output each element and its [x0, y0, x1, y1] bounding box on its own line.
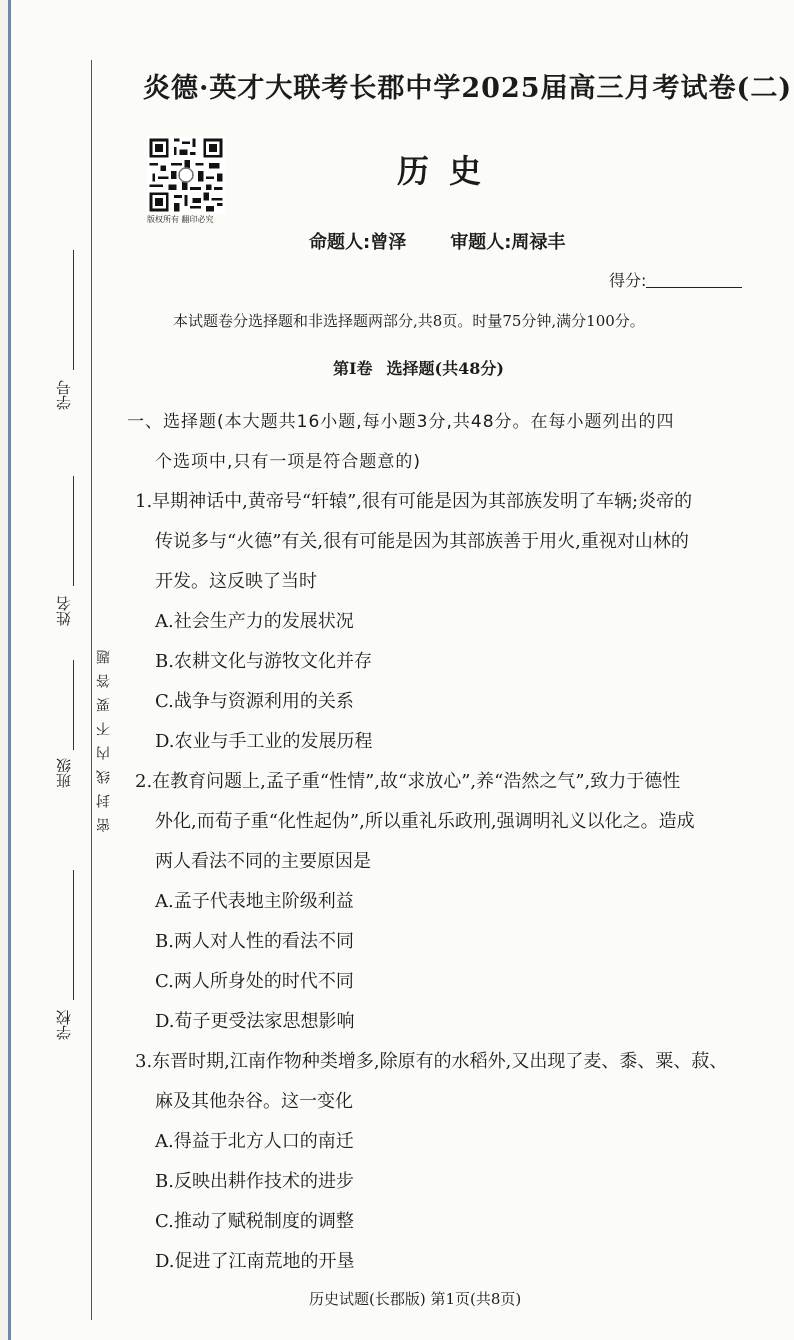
option-a[interactable]: A.社会生产力的发展状况: [155, 611, 354, 632]
author-name: 命题人:曾泽: [309, 232, 407, 253]
score-label: 得分:: [609, 271, 647, 290]
exam-intro: 本试题卷分选择题和非选择题两部分,共8页。时量75分钟,满分100分。: [173, 312, 645, 330]
instruction-line: 一、选择题(本大题共16小题,每小题3分,共48分。在每小题列出的四: [127, 412, 675, 432]
question-1: [127, 486, 777, 766]
question-stem-line: 3.东晋时期,江南作物种类增多,除原有的水稻外,又出现了麦、黍、粟、菽、: [135, 1051, 728, 1072]
question-3: [127, 1046, 777, 1286]
qr-caption: 版权所有 翻印必究: [147, 215, 214, 224]
question-stem-line: 外化,而荀子重“化性起伪”,所以重礼乐政刑,强调明礼义以化之。造成: [155, 811, 695, 832]
page-footer: 历史试题(长郡版) 第1页(共8页): [309, 1290, 522, 1308]
option-b[interactable]: B.两人对人性的看法不同: [155, 931, 354, 952]
class-field[interactable]: [73, 660, 74, 750]
question-stem-line: 传说多与“火德”有关,很有可能是因为其部族善于用火,重视对山林的: [155, 531, 689, 552]
question-stem-line: 两人看法不同的主要原因是: [155, 851, 371, 872]
student-id-label: 学号: [55, 380, 73, 410]
seal-notice: 密封线内不要答题: [96, 640, 112, 832]
option-d[interactable]: D.荀子更受法家思想影响: [155, 1011, 355, 1032]
seal-line: [91, 60, 92, 1320]
option-a[interactable]: A.得益于北方人口的南迁: [155, 1131, 354, 1152]
section-title: 选择题(共48分): [386, 359, 504, 378]
section-heading: [333, 356, 504, 379]
subject-title: 历史: [397, 152, 502, 190]
option-c[interactable]: C.战争与资源利用的关系: [155, 691, 354, 712]
option-c[interactable]: C.推动了赋税制度的调整: [155, 1211, 354, 1232]
school-label: 学校: [55, 1010, 73, 1040]
option-a[interactable]: A.孟子代表地主阶级利益: [155, 891, 354, 912]
option-d[interactable]: D.农业与手工业的发展历程: [155, 731, 373, 752]
student-id-field[interactable]: [73, 250, 74, 370]
class-label: 班级: [55, 758, 73, 788]
score-blank[interactable]: [646, 273, 742, 288]
question-stem-line: 开发。这反映了当时: [155, 571, 317, 592]
reviewer-name: 审题人:周禄丰: [450, 232, 566, 253]
question-stem-line: 2.在教育问题上,孟子重“性情”,故“求放心”,养“浩然之气”,致力于德性: [135, 771, 681, 792]
school-field[interactable]: [73, 870, 74, 1000]
question-stem-line: 1.早期神话中,黄帝号“轩辕”,很有可能是因为其部族发明了车辆;炎帝的: [135, 491, 693, 512]
instruction-line: 个选项中,只有一项是符合题意的): [155, 452, 422, 472]
name-field[interactable]: [73, 476, 74, 586]
authors-line: [309, 228, 565, 254]
section-label: 第Ⅰ卷: [333, 359, 373, 378]
question-stem-line: 麻及其他杂谷。这一变化: [155, 1091, 353, 1112]
score-field: [609, 268, 742, 291]
qr-code-icon: [147, 136, 225, 214]
exam-page: [8, 0, 794, 1340]
binding-strip: [11, 0, 111, 1340]
option-d[interactable]: D.促进了江南荒地的开垦: [155, 1251, 355, 1272]
option-b[interactable]: B.农耕文化与游牧文化并存: [155, 651, 372, 672]
question-list: [127, 406, 777, 1286]
question-2: [127, 766, 777, 1046]
exam-header-title: 炎德·英才大联考长郡中学2025届高三月考试卷(二): [143, 73, 793, 104]
option-b[interactable]: B.反映出耕作技术的进步: [155, 1171, 354, 1192]
name-label: 姓名: [55, 596, 73, 626]
option-c[interactable]: C.两人所身处的时代不同: [155, 971, 354, 992]
